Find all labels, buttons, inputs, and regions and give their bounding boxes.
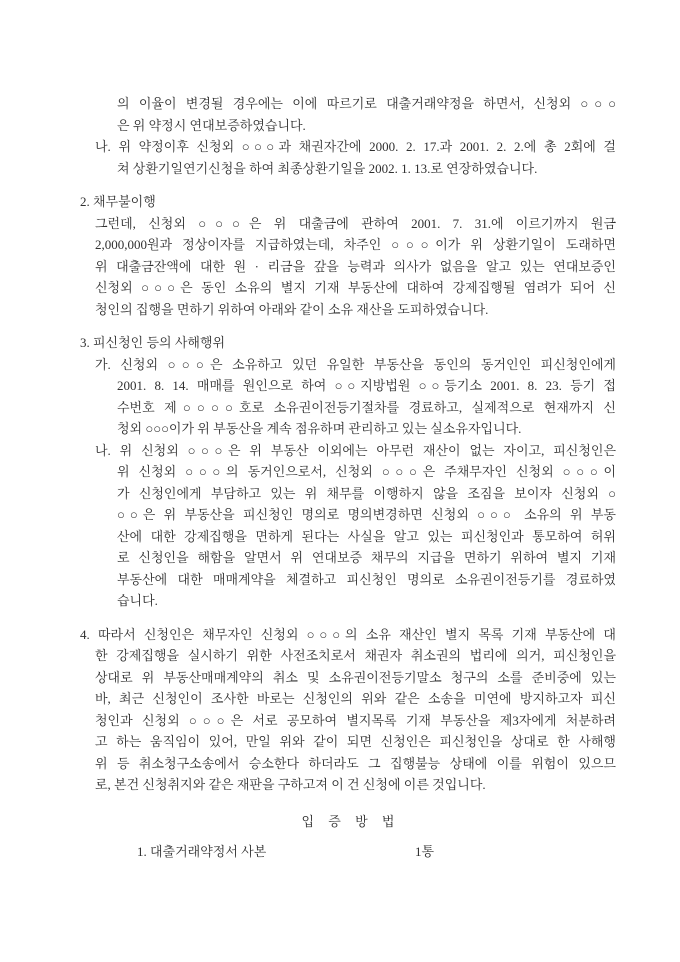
- document-line: 위 등 취소청구소송에서 승소한다 하더라도 그 집행불능 상태에 이를 위험이 있으므: [95, 755, 616, 771]
- evidence-item-label: 1. 대출거래약정서 사본: [137, 844, 267, 859]
- document-line: 위 대출금잔액에 대한 원 · 리금을 갚을 능력과 의사가 없음을 알고 있는 연대보증인: [95, 258, 616, 274]
- document-line: 의 이율이 변경될 경우에는 이에 따르기로 대출거래약정을 하면서, 신청외 ○○○: [117, 96, 616, 111]
- section-2-heading: 2. 채무불이행: [80, 194, 156, 209]
- document-line: 청인과 신청외 ○○○은 서로 공모하여 별지목록 기재 부동산을 제3자에게 처분하려: [95, 712, 616, 728]
- document-line: 가. 신청외 ○○○은 소유하고 있던 유일한 부동산을 동인의 동거인인 피신청인에게: [95, 356, 616, 372]
- document-line: 나. 위 신청외 ○○○은 위 부동산 이외에는 아무런 재산이 없는 자이고, 피신청인은: [95, 442, 616, 458]
- document-line: 신청외 ○○○은 동인 소유의 별지 기재 부동산에 대하여 강제집행될 염려가 되어 신: [95, 280, 616, 295]
- document-line: 2001. 8. 14. 매매를 원인으로 하여 ○○지방법원 ○○등기소 2001. 8. 23. 등기 접: [117, 378, 616, 393]
- section-3-heading: 3. 피신청인 등의 사해행위: [80, 335, 226, 350]
- evidence-item: [80, 841, 616, 863]
- document-line: 청인의 집행을 면하기 위하여 아래와 같이 소유 재산을 도피하였습니다.: [95, 301, 489, 317]
- document-line: 한 강제집행을 실시하기 위한 사전조치로서 채권자 취소권의 법리에 의거, 피신청인을: [95, 648, 616, 663]
- document-line: 수번호 제○○○○호로 소유권이전등기절차를 경료하고, 실제적으로 현재까지 신: [117, 399, 616, 415]
- document-line: 가 신청인에게 부담하고 있는 위 채무를 이행하지 않을 조짐을 보이자 신청외 ○: [117, 485, 616, 501]
- document-line: 4. 따라서 신청인은 채무자인 신청외 ○○○의 소유 재산인 별지 목록 기재 부동산에 대: [80, 626, 616, 642]
- document-line: 산에 대한 강제집행을 면하게 된다는 사실을 알고 있는 피신청인과 통모하여 허위: [117, 528, 616, 544]
- document-line: 습니다.: [117, 593, 158, 608]
- document-line: 부동산에 대한 매매계약을 체결하고 피신청인 명의로 소유권이전등기를 경료하였: [117, 571, 616, 587]
- document-line: 그런데, 신청외 ○○○은 위 대출금에 관하여 2001. 7. 31.에 이르기까지 원금: [95, 215, 616, 231]
- carryover-block: [80, 93, 616, 179]
- section-2: [80, 191, 616, 320]
- document-line: ○○은 위 부동산을 피신청인 명의로 명의변경하면 신청외 ○○○ 소유의 위 부동: [117, 507, 616, 522]
- document-line: 위 신청외 ○○○의 동거인으로서, 신청외 ○○○은 주채무자인 신청외 ○○○이: [117, 464, 616, 479]
- document-line: 은 위 약정시 연대보증하였습니다.: [117, 117, 306, 133]
- document-line: 로 신청인을 해함을 알면서 위 연대보증 채무의 지급을 면하기 위하여 별지 기재: [117, 550, 616, 565]
- evidence-title: 입 증 방 법: [301, 813, 395, 829]
- document-line: 바, 최근 신청인이 조사한 바로는 신청인의 위와 같은 소송을 미연에 방지하고자 피신: [95, 691, 616, 706]
- section-3: [80, 332, 616, 612]
- document-line: 쳐 상환기일연기신청을 하여 최종상환기일을 2002. 1. 13.로 연장하였습니다.: [117, 160, 538, 176]
- evidence-section: [80, 811, 616, 863]
- document-line: 청외 ○○○이가 위 부동산을 계속 점유하며 관리하고 있는 실소유자입니다.: [117, 421, 522, 436]
- section-4: [80, 624, 616, 796]
- document-line: 고 하는 움직임이 있어, 만일 위와 같이 되면 신청인은 피신청인을 상대로 한 사해행: [95, 734, 616, 749]
- document-line: 2,000,000원과 정상이자를 지급하였는데, 차주인 ○○○이가 위 상환기일이 도래하면: [95, 237, 616, 252]
- document-line: 나. 위 약정이후 신청외 ○○○과 채권자간에 2000. 2. 17.과 2001. 2. 2.에 총 2회에 걸: [95, 139, 616, 154]
- document-line: 상대로 위 부동산매매계약의 취소 및 소유권이전등기말소 청구의 소를 준비중에 있는: [95, 669, 616, 685]
- document-line: 로, 본건 신청취지와 같은 재판을 구하고져 이 건 신청에 이른 것입니다.: [95, 777, 486, 792]
- evidence-item-count: 1통: [415, 844, 435, 859]
